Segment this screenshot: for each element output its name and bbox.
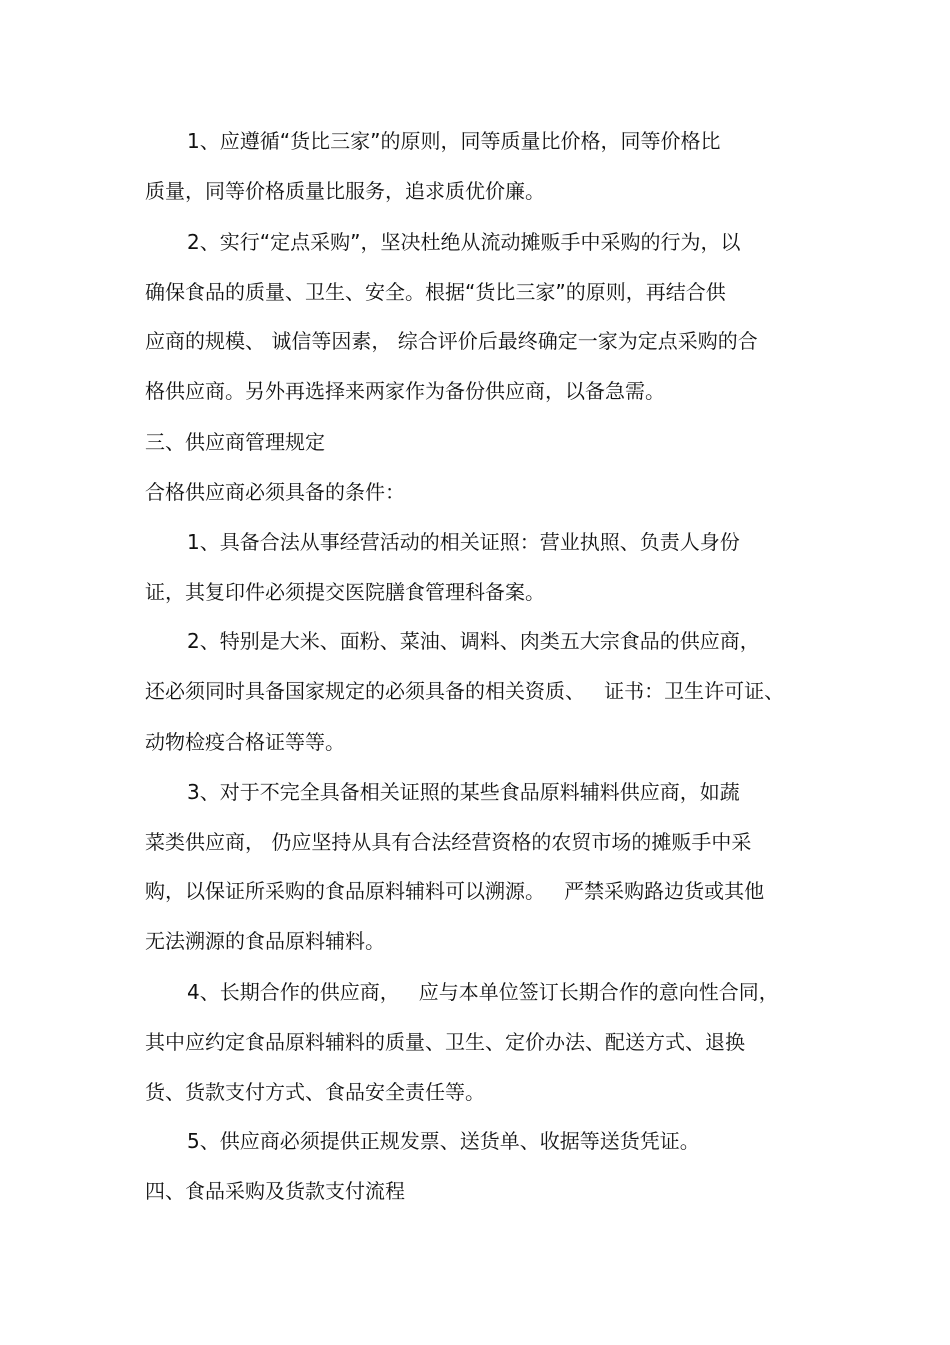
- paragraph-line: 3、对于不完全具备相关证照的某些食品原料辅料供应商，如蔬: [187, 780, 740, 804]
- paragraph-line: 应商的规模、 诚信等因素， 综合评价后最终确定一家为定点采购的合: [145, 329, 758, 353]
- paragraph-line: 1、应遵循“货比三家”的原则，同等质量比价格，同等价格比: [187, 129, 721, 153]
- paragraph-line: 2、实行“定点采购”，坚决杜绝从流动摊贩手中采购的行为，以: [187, 230, 741, 254]
- paragraph-line: 5、供应商必须提供正规发票、送货单、收据等送货凭证。: [187, 1129, 700, 1153]
- paragraph-line: 1、具备合法从事经营活动的相关证照：营业执照、负责人身份: [187, 530, 740, 554]
- section-heading: 四、食品采购及货款支付流程: [145, 1179, 405, 1203]
- paragraph-line: 动物检疫合格证等等。: [145, 730, 345, 754]
- paragraph-line: 质量，同等价格质量比服务，追求质优价廉。: [145, 179, 545, 203]
- paragraph-line: 确保食品的质量、卫生、安全。根据“货比三家”的原则，再结合供: [145, 280, 726, 304]
- paragraph-line: 格供应商。另外再选择来两家作为备份供应商，以备急需。: [145, 379, 665, 403]
- paragraph-line: 合格供应商必须具备的条件：: [145, 480, 405, 504]
- paragraph-line: 2、特别是大米、面粉、菜油、调料、肉类五大宗食品的供应商，: [187, 629, 760, 653]
- paragraph-line: 其中应约定食品原料辅料的质量、卫生、定价办法、配送方式、退换: [145, 1030, 745, 1054]
- paragraph-line: 菜类供应商， 仍应坚持从具有合法经营资格的农贸市场的摊贩手中采: [145, 830, 752, 854]
- paragraph-line: 还必须同时具备国家规定的必须具备的相关资质、 证书：卫生许可证、: [145, 679, 785, 703]
- paragraph-line: 无法溯源的食品原料辅料。: [145, 929, 385, 953]
- paragraph-line: 4、长期合作的供应商， 应与本单位签订长期合作的意向性合同，: [187, 980, 779, 1004]
- paragraph-line: 购，以保证所采购的食品原料辅料可以溯源。 严禁采购路边货或其他: [145, 879, 765, 903]
- section-heading: 三、供应商管理规定: [145, 430, 325, 454]
- paragraph-line: 货、货款支付方式、食品安全责任等。: [145, 1080, 485, 1104]
- paragraph-line: 证，其复印件必须提交医院膳食管理科备案。: [145, 580, 545, 604]
